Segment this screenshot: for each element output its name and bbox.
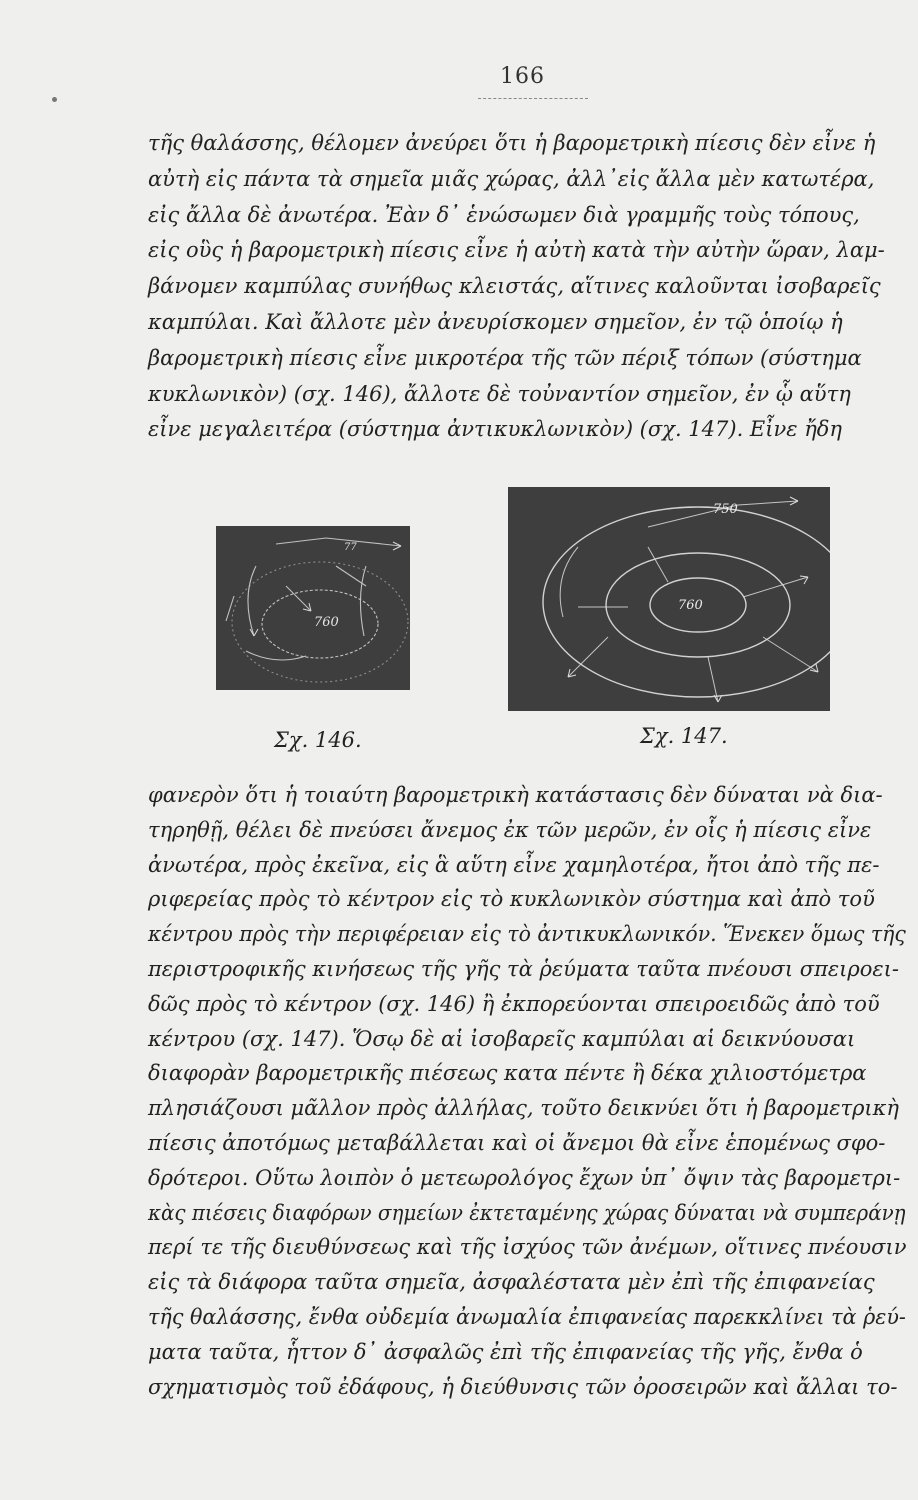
figure-147-drawing — [508, 487, 830, 711]
text-line: αὐτὴ εἰς πάντα τὰ σημεῖα μιᾶς χώρας, ἀλλ᾽εἰς ἄλλα μὲν κατωτέρα, — [148, 166, 875, 191]
figure-146-outer-label: 77 — [344, 542, 357, 553]
text-line: εἰς ἄλλα δὲ ἀνωτέρα. Ἐὰν δ᾽ ἑνώσωμεν διὰ γραμμῆς τοὺς τόπους, — [148, 202, 860, 227]
text-line: περιστροφικῆς κινήσεως τῆς γῆς τὰ ῥεύματα ταῦτα πνέουσι σπειροει- — [148, 956, 899, 981]
text-line: περί τε τῆς διευθύνσεως καὶ τῆς ἰσχύος τῶν ἀνέμων, οἵτινες πνέουσιν — [148, 1235, 907, 1260]
text-line: δῶς πρὸς τὸ κέντρον (σχ. 146) ἢ ἐκπορεύονται σπειροειδῶς ἀπὸ τοῦ — [148, 991, 880, 1016]
figure-147-caption: Σχ. 147. — [640, 724, 728, 748]
text-line: τηρηθῇ, θέλει δὲ πνεύσει ἄνεμος ἐκ τῶν μερῶν, ἐν οἷς ἡ πίεσις εἶνε — [148, 817, 872, 842]
figure-146-cyclone — [216, 526, 410, 690]
figure-147-center-label: 760 — [678, 598, 703, 613]
figure-146-drawing — [216, 526, 410, 690]
text-line: πλησιάζουσι μᾶλλον πρὸς ἀλλήλας, τοῦτο δεικνύει ὅτι ἡ βαρομετρικὴ — [148, 1096, 900, 1121]
text-line: κέντρου (σχ. 147). Ὅσῳ δὲ αἱ ἰσοβαρεῖς καμπύλαι αἱ δεικνύουσαι — [148, 1026, 856, 1051]
text-line: πίεσις ἀποτόμως μεταβάλλεται καὶ οἱ ἄνεμοι θὰ εἶνε ἑπομένως σφο- — [148, 1130, 886, 1155]
text-line: σχηματισμὸς τοῦ ἐδάφους, ἡ διεύθυνσις τῶν ὀροσειρῶν καὶ ἄλλαι το- — [148, 1374, 898, 1399]
figure-146-center-label: 760 — [314, 615, 339, 630]
paragraph-bottom — [148, 778, 906, 1404]
text-line: φανερὸν ὅτι ἡ τοιαύτη βαρομετρικὴ κατάστασις δὲν δύναται νὰ δια- — [148, 783, 883, 807]
text-line: δρότεροι. Οὕτω λοιπὸν ὁ μετεωρολόγος ἔχων ὑπ᾽ ὄψιν τὰς βαρομετρι- — [148, 1165, 901, 1190]
text-line: διαφορὰν βαρομετρικῆς πιέσεως κατα πέντε ἢ δέκα χιλιοστόμετρα — [148, 1061, 867, 1086]
text-line: κέντρου πρὸς τὴν περιφέρειαν εἰς τὸ ἀντικυκλωνικόν. Ἕνεκεν ὅμως τῆς — [148, 922, 906, 947]
paragraph-top — [148, 126, 906, 448]
text-line: βάνομεν καμπύλας συνήθως κλειστάς, αἵτινες καλοῦνται ἰσοβαρεῖς — [148, 274, 881, 299]
text-line: εἰς οὓς ἡ βαρομετρικὴ πίεσις εἶνε ἡ αὐτὴ κατὰ τὴν αὐτὴν ὥραν, λαμ- — [148, 238, 885, 263]
text-line: εἰς τὰ διάφορα ταῦτα σημεῖα, ἀσφαλέστατα μὲν ἐπὶ τῆς ἐπιφανείας — [148, 1270, 875, 1295]
page-number: 166 — [500, 64, 545, 89]
text-line: εἶνε μεγαλειτέρα (σύστημα ἀντικυκλωνικὸν) (σχ. 147). Εἶνε ἤδη — [148, 417, 842, 442]
text-line: κυκλωνικὸν) (σχ. 146), ἄλλοτε δὲ τοὐναντίον σημεῖον, ἐν ᾧ αὕτη — [148, 381, 851, 406]
text-line: ριφερείας πρὸς τὸ κέντρον εἰς τὸ κυκλωνικὸν σύστημα καὶ ἀπὸ τοῦ — [148, 887, 875, 912]
text-line: βαρομετρικὴ πίεσις εἶνε μικροτέρα τῆς τῶν πέριξ τόπων (σύστημα — [148, 345, 862, 370]
text-line: τῆς θαλάσσης, θέλομεν ἀνεύρει ὅτι ἡ βαρομετρικὴ πίεσις δὲν εἶνε ἡ — [148, 131, 876, 155]
text-line: τῆς θαλάσσης, ἔνθα οὐδεμία ἀνωμαλία ἐπιφανείας παρεκκλίνει τὰ ῥεύ- — [148, 1304, 906, 1329]
text-line: κὰς πιέσεις διαφόρων σημείων ἐκτεταμένης χώρας δύναται νὰ συμπεράνῃ — [148, 1200, 906, 1225]
figure-147-outer-label: 750 — [713, 502, 738, 517]
margin-speck — [52, 97, 57, 102]
figure-147-anticyclone — [508, 487, 830, 711]
figure-146-caption: Σχ. 146. — [274, 728, 362, 752]
text-line: καμπύλαι. Καὶ ἄλλοτε μὲν ἀνευρίσκομεν σημεῖον, ἐν τῷ ὁποίῳ ἡ — [148, 309, 843, 334]
text-line: ἀνωτέρα, πρὸς ἐκεῖνα, εἰς ἃ αὕτη εἶνε χαμηλοτέρα, ἤτοι ἀπὸ τῆς πε- — [148, 852, 880, 877]
text-line: ματα ταῦτα, ἧττον δ᾽ ἀσφαλῶς ἐπὶ τῆς ἐπιφανείας τῆς γῆς, ἔνθα ὁ — [148, 1339, 863, 1364]
page-number-rule — [478, 98, 588, 99]
